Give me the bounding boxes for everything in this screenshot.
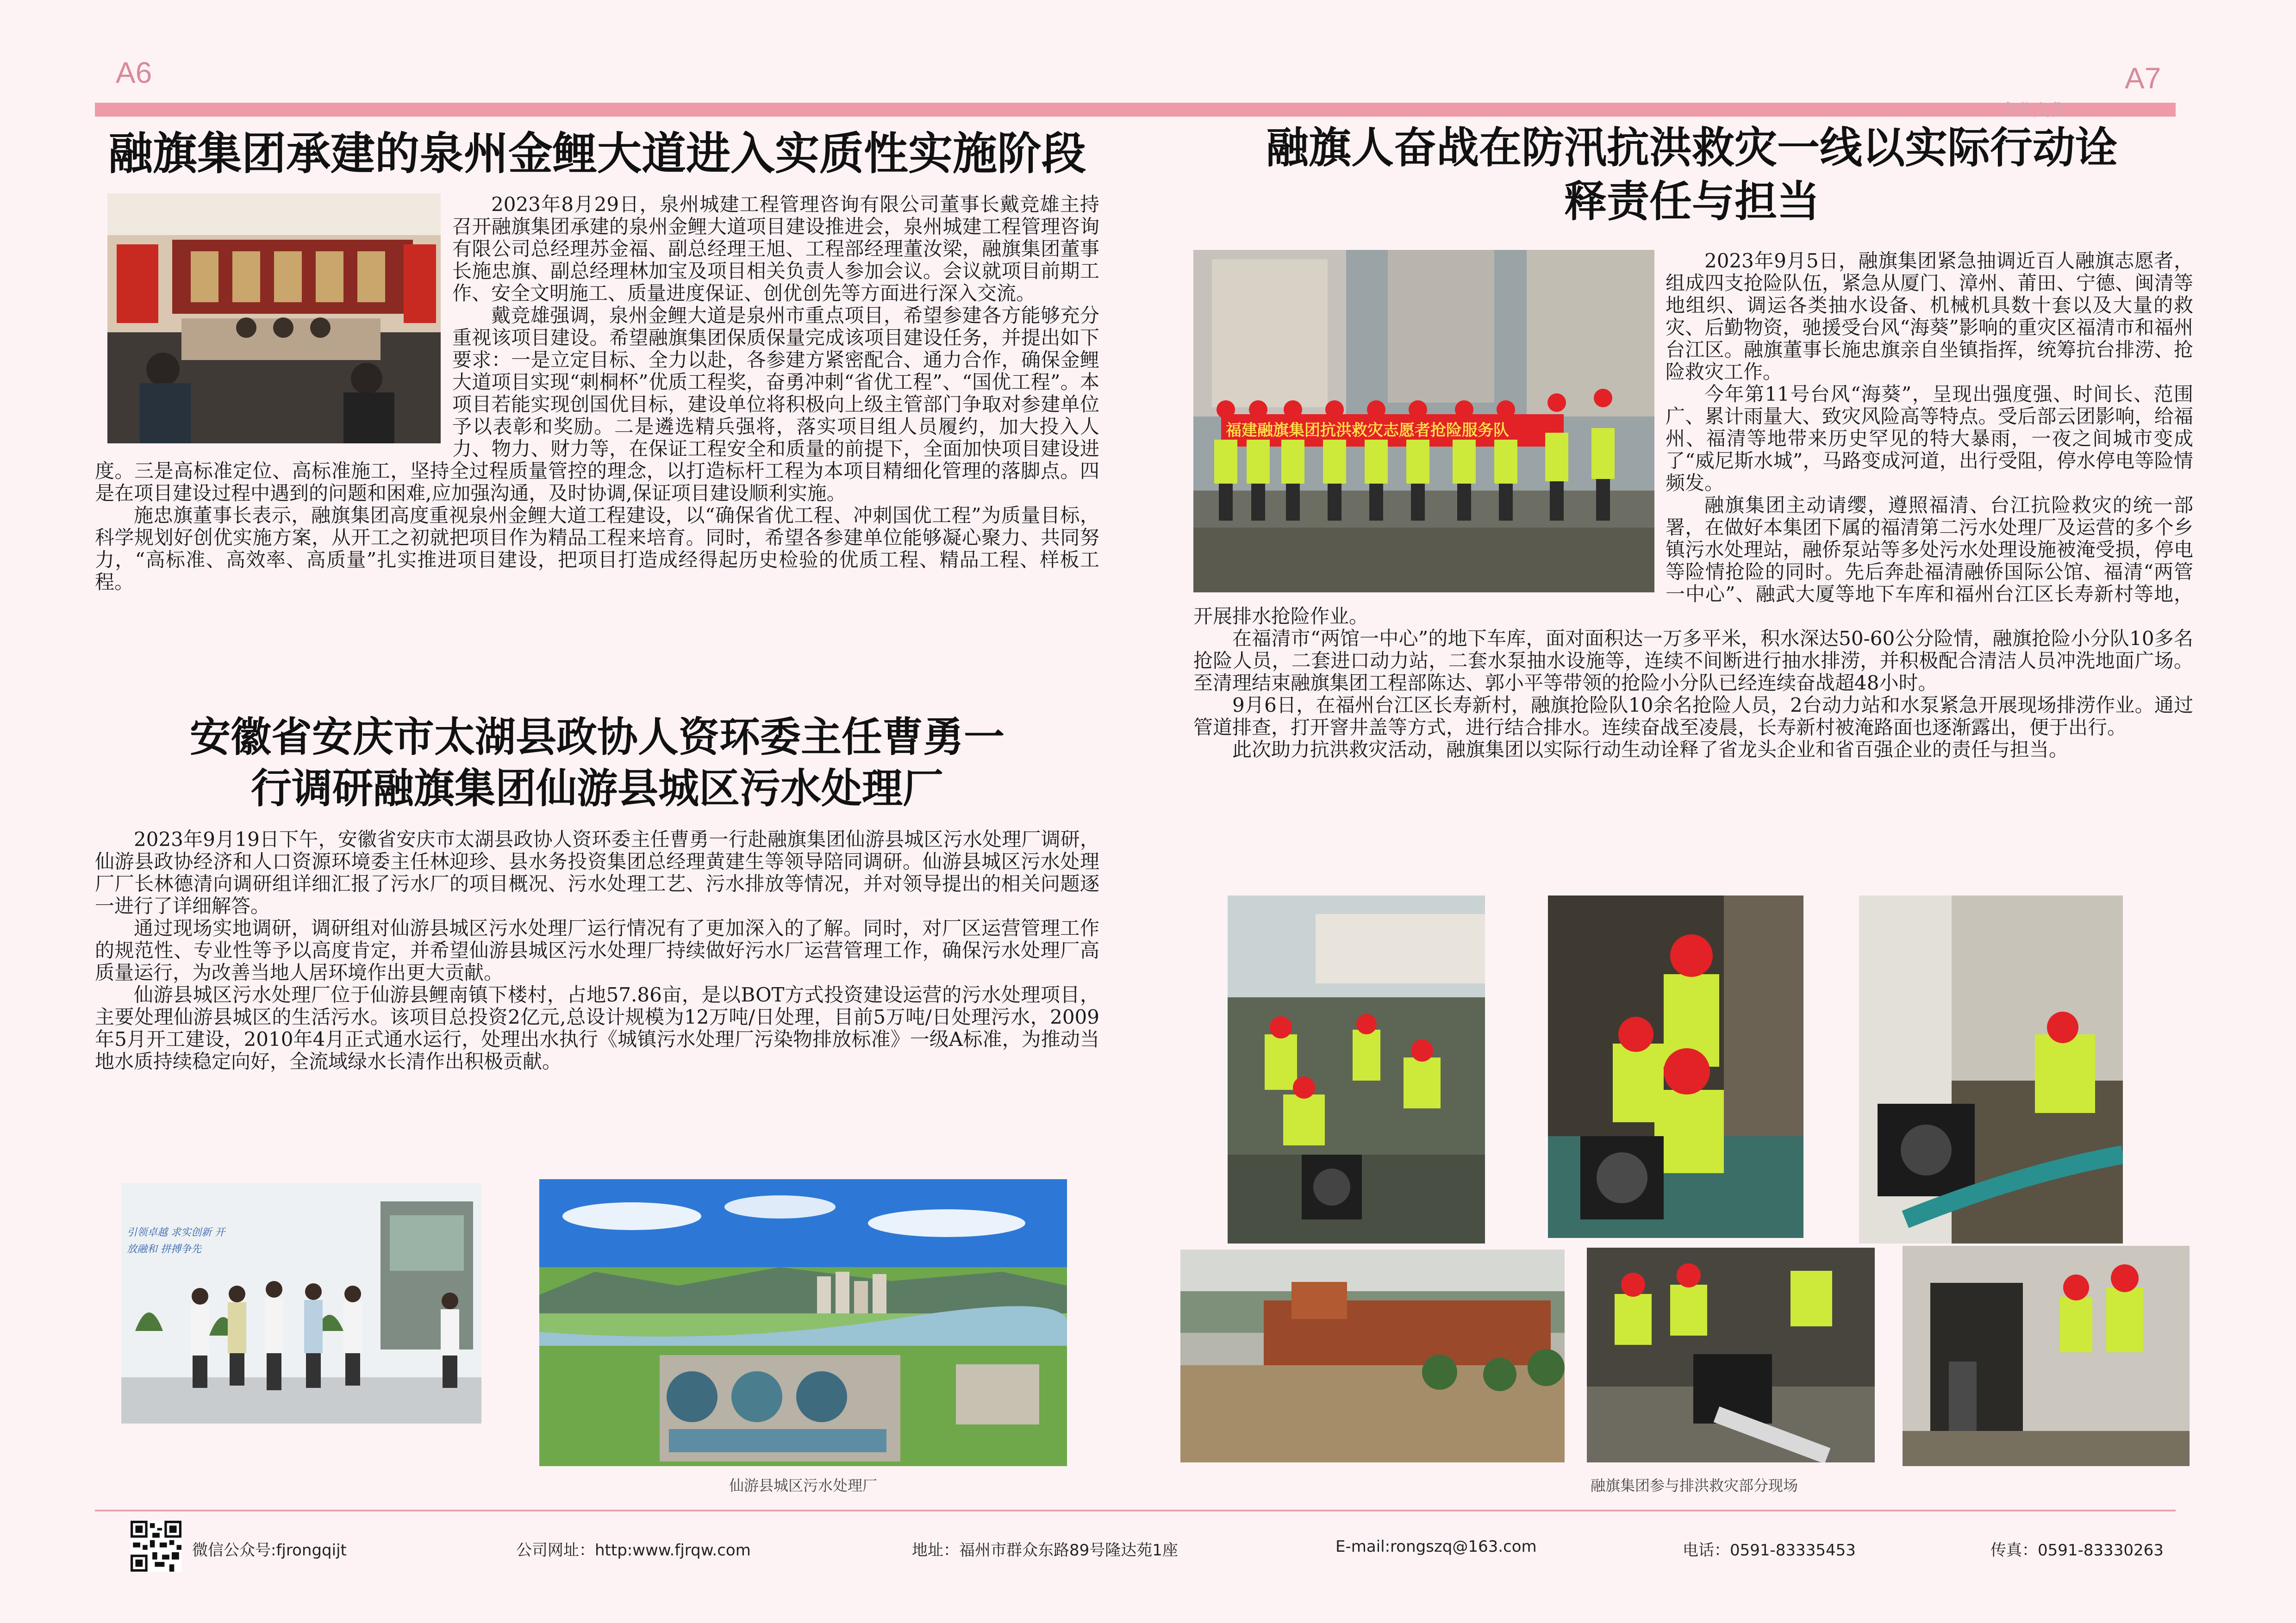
article3-body (1193, 250, 2193, 761)
article3-paragraph: 2023年9月5日，融旗集团紧急抽调近百人融旗志愿者，组成四支抢险队伍，紧急从厦门、漳州、莆田、宁德、闽清等地组织、调运各类抽水设备、机械机具数十套以及大量的救灾、后勤物资，驰援受台风“海葵”影响的重灾区福清市和福州台江区。融旗董事长施忠旗亲自坐镇指挥，统筹抗台排涝、抢险救灾工作。 (1666, 249, 2193, 383)
visit-photo (121, 1183, 481, 1424)
article1-paragraph: 2023年8月29日，泉州城建工程管理咨询有限公司董事长戴竞雄主持召开融旗集团承建的泉州金鲤大道项目建设推进会，泉州城建工程管理咨询有限公司总经理苏金福、副总经理王旭、工程部经理董汝梁，融旗集团董事长施忠旗、副总经理林加宝及项目相关负责人参加会议。会议就项目前期工作、安全文明施工、质量进度保证、创优创先等方面进行深入交流。 (452, 193, 1099, 305)
article3-title-line2: 释责任与担当 (1564, 176, 1820, 226)
footer-email[interactable]: E-mail:rongszq@163.com (1335, 1537, 1537, 1556)
sewage-plant-photo (539, 1179, 1067, 1466)
page-number-right: A7 (2125, 62, 2161, 95)
footer-website[interactable]: 公司网址：http:www.fjrqw.com (516, 1541, 751, 1560)
rescue-caption: 融旗集团参与排洪救灾部分现场 (1590, 1477, 1798, 1494)
article3-paragraph: 此次助力抗洪救灾活动，融旗集团以实际行动生动诠释了省龙头企业和省百强企业的责任与担当。 (1232, 738, 2069, 761)
qr-code (131, 1521, 181, 1572)
rescue-photo-1 (1228, 895, 1485, 1244)
article3-paragraph: 9月6日，在福州台江区长寿新村，融旗抢险队10余名抢险人员，2台动力站和水泵紧急开展现场排涝作业。通过管道排查，打开窨井盖等方式，进行结合排水。连续奋战至凌晨，长寿新村被淹路面也逐渐露出，便于出行。 (1193, 694, 2193, 739)
banner-text: 福建融旗集团抗洪救灾志愿者抢险服务队 (1226, 421, 1509, 440)
header-band (95, 103, 2176, 117)
article3-paragraph: 融旗集团主动请缨，遵照福清、台江抗险救灾的统一部署，在做好本集团下属的福清第二污水处理厂及运营的多个乡镇污水处理站，融侨泵站等多处污水处理设施被淹受损，停电等险情抢险的同时。先后奔赴福清融侨国际公馆、福清“两管一中心”、融武大厦等地下车库和福州台江区长寿新村等地，开展排水抢险作业。 (1193, 494, 2193, 628)
article3-title-line1: 融旗人奋战在防汛抗洪救灾一线以实际行动诠 (1266, 123, 2118, 173)
sewage-plant-caption: 仙游县城区污水处理厂 (729, 1477, 877, 1494)
article1-paragraph: 施忠旗董事长表示，融旗集团高度重视泉州金鲤大道工程建设，以“确保省优工程、冲刺国优工程”为质量目标，科学规划好创优实施方案，从开工之初就把项目作为精品工程来培育。同时，希望各参建单位能够凝心聚力、共同努力，“高标准、高效率、高质量”扎实推进项目建设，把项目打造成经得起历史检验的优质工程、精品工程、样板工程。 (95, 504, 1099, 593)
rescue-photo-4 (1587, 1248, 1875, 1462)
rescue-photo-5 (1903, 1246, 2190, 1466)
footer-wechat: 微信公众号:fjrongqijt (192, 1541, 347, 1560)
section-tag: 企业文化 (2000, 101, 2067, 120)
footer-address: 地址：福州市群众东路89号隆达苑1座 (912, 1541, 1178, 1560)
article2-paragraph: 2023年9月19日下午，安徽省安庆市太湖县政协人资环委主任曹勇一行赴融旗集团仙游县城区污水处理厂调研，仙游县政协经济和人口资源环境委主任林迎珍、县水务投资集团总经理黄建生等领导陪同调研。仙游县城区污水处理厂厂长林德清向调研组详细汇报了污水厂的项目概况、污水处理工艺、污水排放等情况，并对领导提出的相关问题逐一进行了详细解答。 (95, 828, 1099, 917)
article1-title: 融旗集团承建的泉州金鲤大道进入实质性实施阶段 (108, 128, 1086, 180)
footer-fax: 传真：0591-83330263 (1990, 1541, 2164, 1560)
article2-body (95, 828, 1099, 1073)
article1-body (95, 193, 1099, 593)
article2-title-line2: 行调研融旗集团仙游县城区污水处理厂 (250, 764, 943, 812)
rescue-photo-3 (1859, 895, 2123, 1244)
rescue-photo-2 (1548, 895, 1803, 1238)
flooded-market-photo (1180, 1250, 1565, 1462)
footer-phone: 电话：0591-83335453 (1683, 1541, 1856, 1560)
footer-divider (95, 1510, 2176, 1511)
article3-paragraph: 今年第11号台风“海葵”，呈现出强度强、时间长、范围广、累计雨量大、致灾风险高等特点。受后部云团影响，给福州、福清等地带来历史罕见的特大暴雨，一夜之间城市变成了“威尼斯水城”，马路变成河道，出行受阻，停水停电等险情频发。 (1666, 383, 2193, 494)
article2-title-line1: 安徽省安庆市太湖县政协人资环委主任曹勇一 (189, 713, 1004, 761)
article3-title (1183, 121, 2201, 229)
article1-paragraph: 戴竞雄强调，泉州金鲤大道是泉州市重点项目，希望参建各方能够充分重视该项目建设。希望融旗集团保质保量完成该项目建设任务，并提出如下要求：一是立定目标、全力以赴，各参建方紧密配合、通力合作，确保金鲤大道项目实现“刺桐杯”优质工程奖，奋勇冲刺“省优工程”、“国优工程”。本项目若能实现创国优目标，建设单位将积极向上级主管部门争取对参建单位予以表彰和奖励。二是遴选精兵强将，落实项目组人员履约，加大投入人力、物力、财力等，在保证工程安全和质量的前提下，全面加快项目建设进度。三是高标准定位、高标准施工，坚持全过程质量管控的理念，以打造标杆工程为本项目精细化管理的落脚点。四是在项目建设过程中遇到的问题和困难,应加强沟通，及时协调,保证项目建设顺利实施。 (95, 304, 1099, 504)
page-number-left: A6 (116, 56, 152, 89)
article3-paragraph: 在福清市“两馆一中心”的地下车库，面对面积达一万多平米，积水深达50-60公分险情，融旗抢险小分队10多名抢险人员，二套进口动力站，二套水泵抽水设施等，连续不间断进行抽水排涝，并积极配合清洁人员冲洗地面广场。至清理结束融旗集团工程部陈达、郭小平等带领的抢险小分队已经连续奋战超48小时。 (1193, 627, 2193, 694)
photo-wall-text: 引领卓越 求实创新 开放融和 拼搏争先 (127, 1227, 225, 1255)
article2-title (95, 712, 1099, 815)
article2-paragraph: 仙游县城区污水处理厂位于仙游县鲤南镇下楼村，占地57.86亩，是以BOT方式投资建设运营的污水处理项目，主要处理仙游县城区的生活污水。该项目总投资2亿元,总设计规模为12万吨/日处理，目前5万吨/日处理污水，2009年5月开工建设，2010年4月正式通水运行，处理出水执行《城镇污水处理厂污染物排放标准》一级A标准，为推动当地水质持续稳定向好，全流域绿水长清作出积极贡献。 (95, 983, 1099, 1073)
article2-paragraph: 通过现场实地调研，调研组对仙游县城区污水处理厂运行情况有了更加深入的了解。同时，对厂区运营管理工作的规范性、专业性等予以高度肯定，并希望仙游县城区污水处理厂持续做好污水厂运营管理工作，确保污水处理厂高质量运行，为改善当地人居环境作出更大贡献。 (95, 917, 1099, 984)
